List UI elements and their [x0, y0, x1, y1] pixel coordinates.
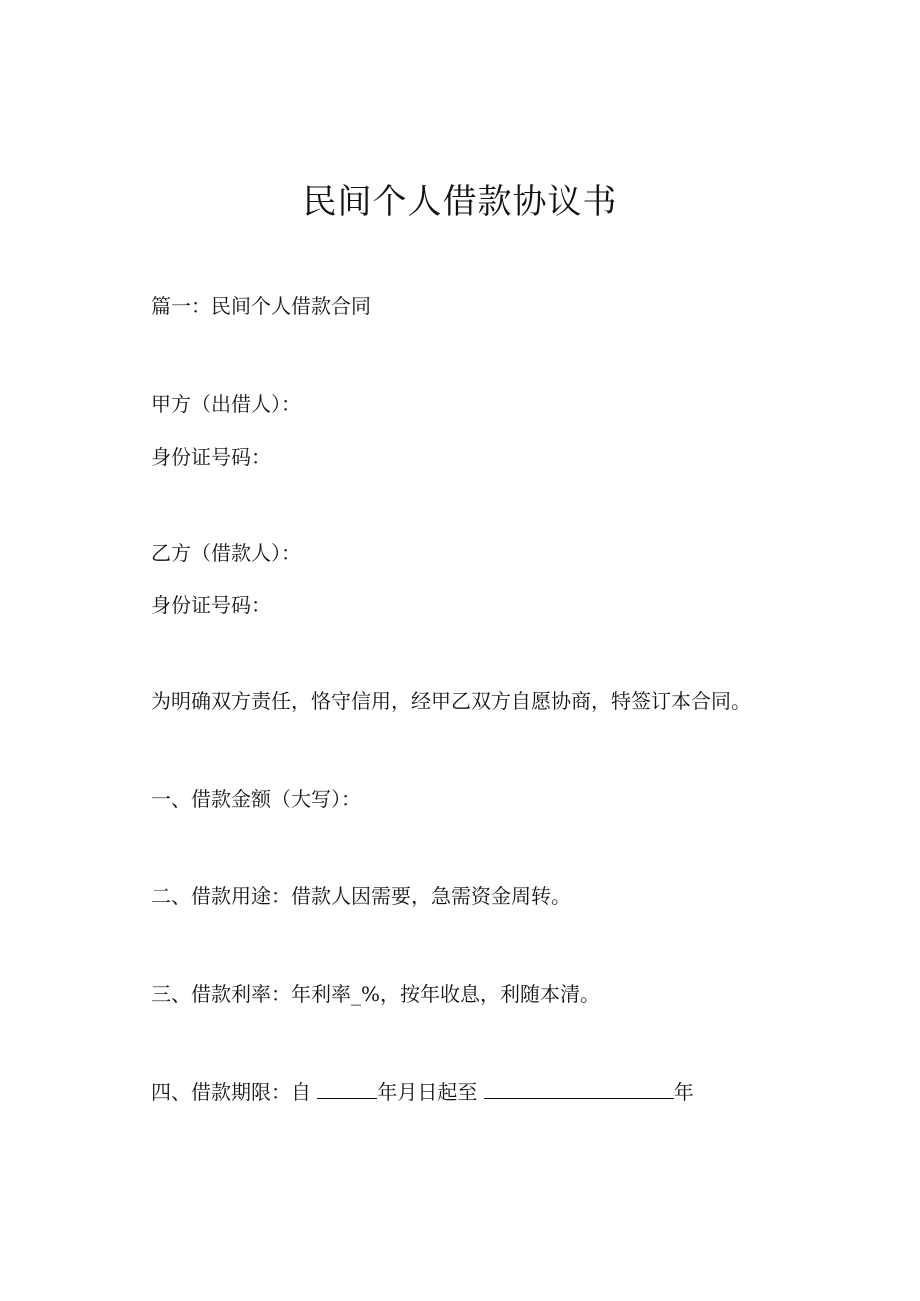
party-a-id-label: 身份证号码：	[151, 445, 271, 469]
party-a-label: 甲方（出借人）：	[151, 392, 301, 416]
start-year-blank	[317, 1078, 377, 1099]
clause-loan-amount: 一、借款金额（大写）：	[151, 787, 361, 811]
document-title: 民间个人借款协议书	[302, 182, 618, 222]
section-heading: 篇一：民间个人借款合同	[151, 294, 371, 318]
clause-loan-term-middle: 年月日起至	[377, 1080, 478, 1104]
clause-loan-term	[151, 1078, 694, 1106]
preamble-text: 为明确双方责任，恪守信用，经甲乙双方自愿协商，特签订本合同。	[151, 689, 751, 713]
clause-loan-purpose: 二、借款用途：借款人因需要，急需资金周转。	[151, 884, 571, 908]
clause-loan-term-prefix: 四、借款期限：自	[151, 1080, 311, 1104]
party-b-label: 乙方（借款人）：	[151, 541, 301, 565]
end-date-blank	[484, 1078, 674, 1099]
party-b-id-label: 身份证号码：	[151, 593, 271, 617]
clause-interest-rate: 三、借款利率：年利率_%，按年收息，利随本清。	[151, 982, 601, 1006]
clause-loan-term-suffix: 年	[673, 1080, 694, 1104]
